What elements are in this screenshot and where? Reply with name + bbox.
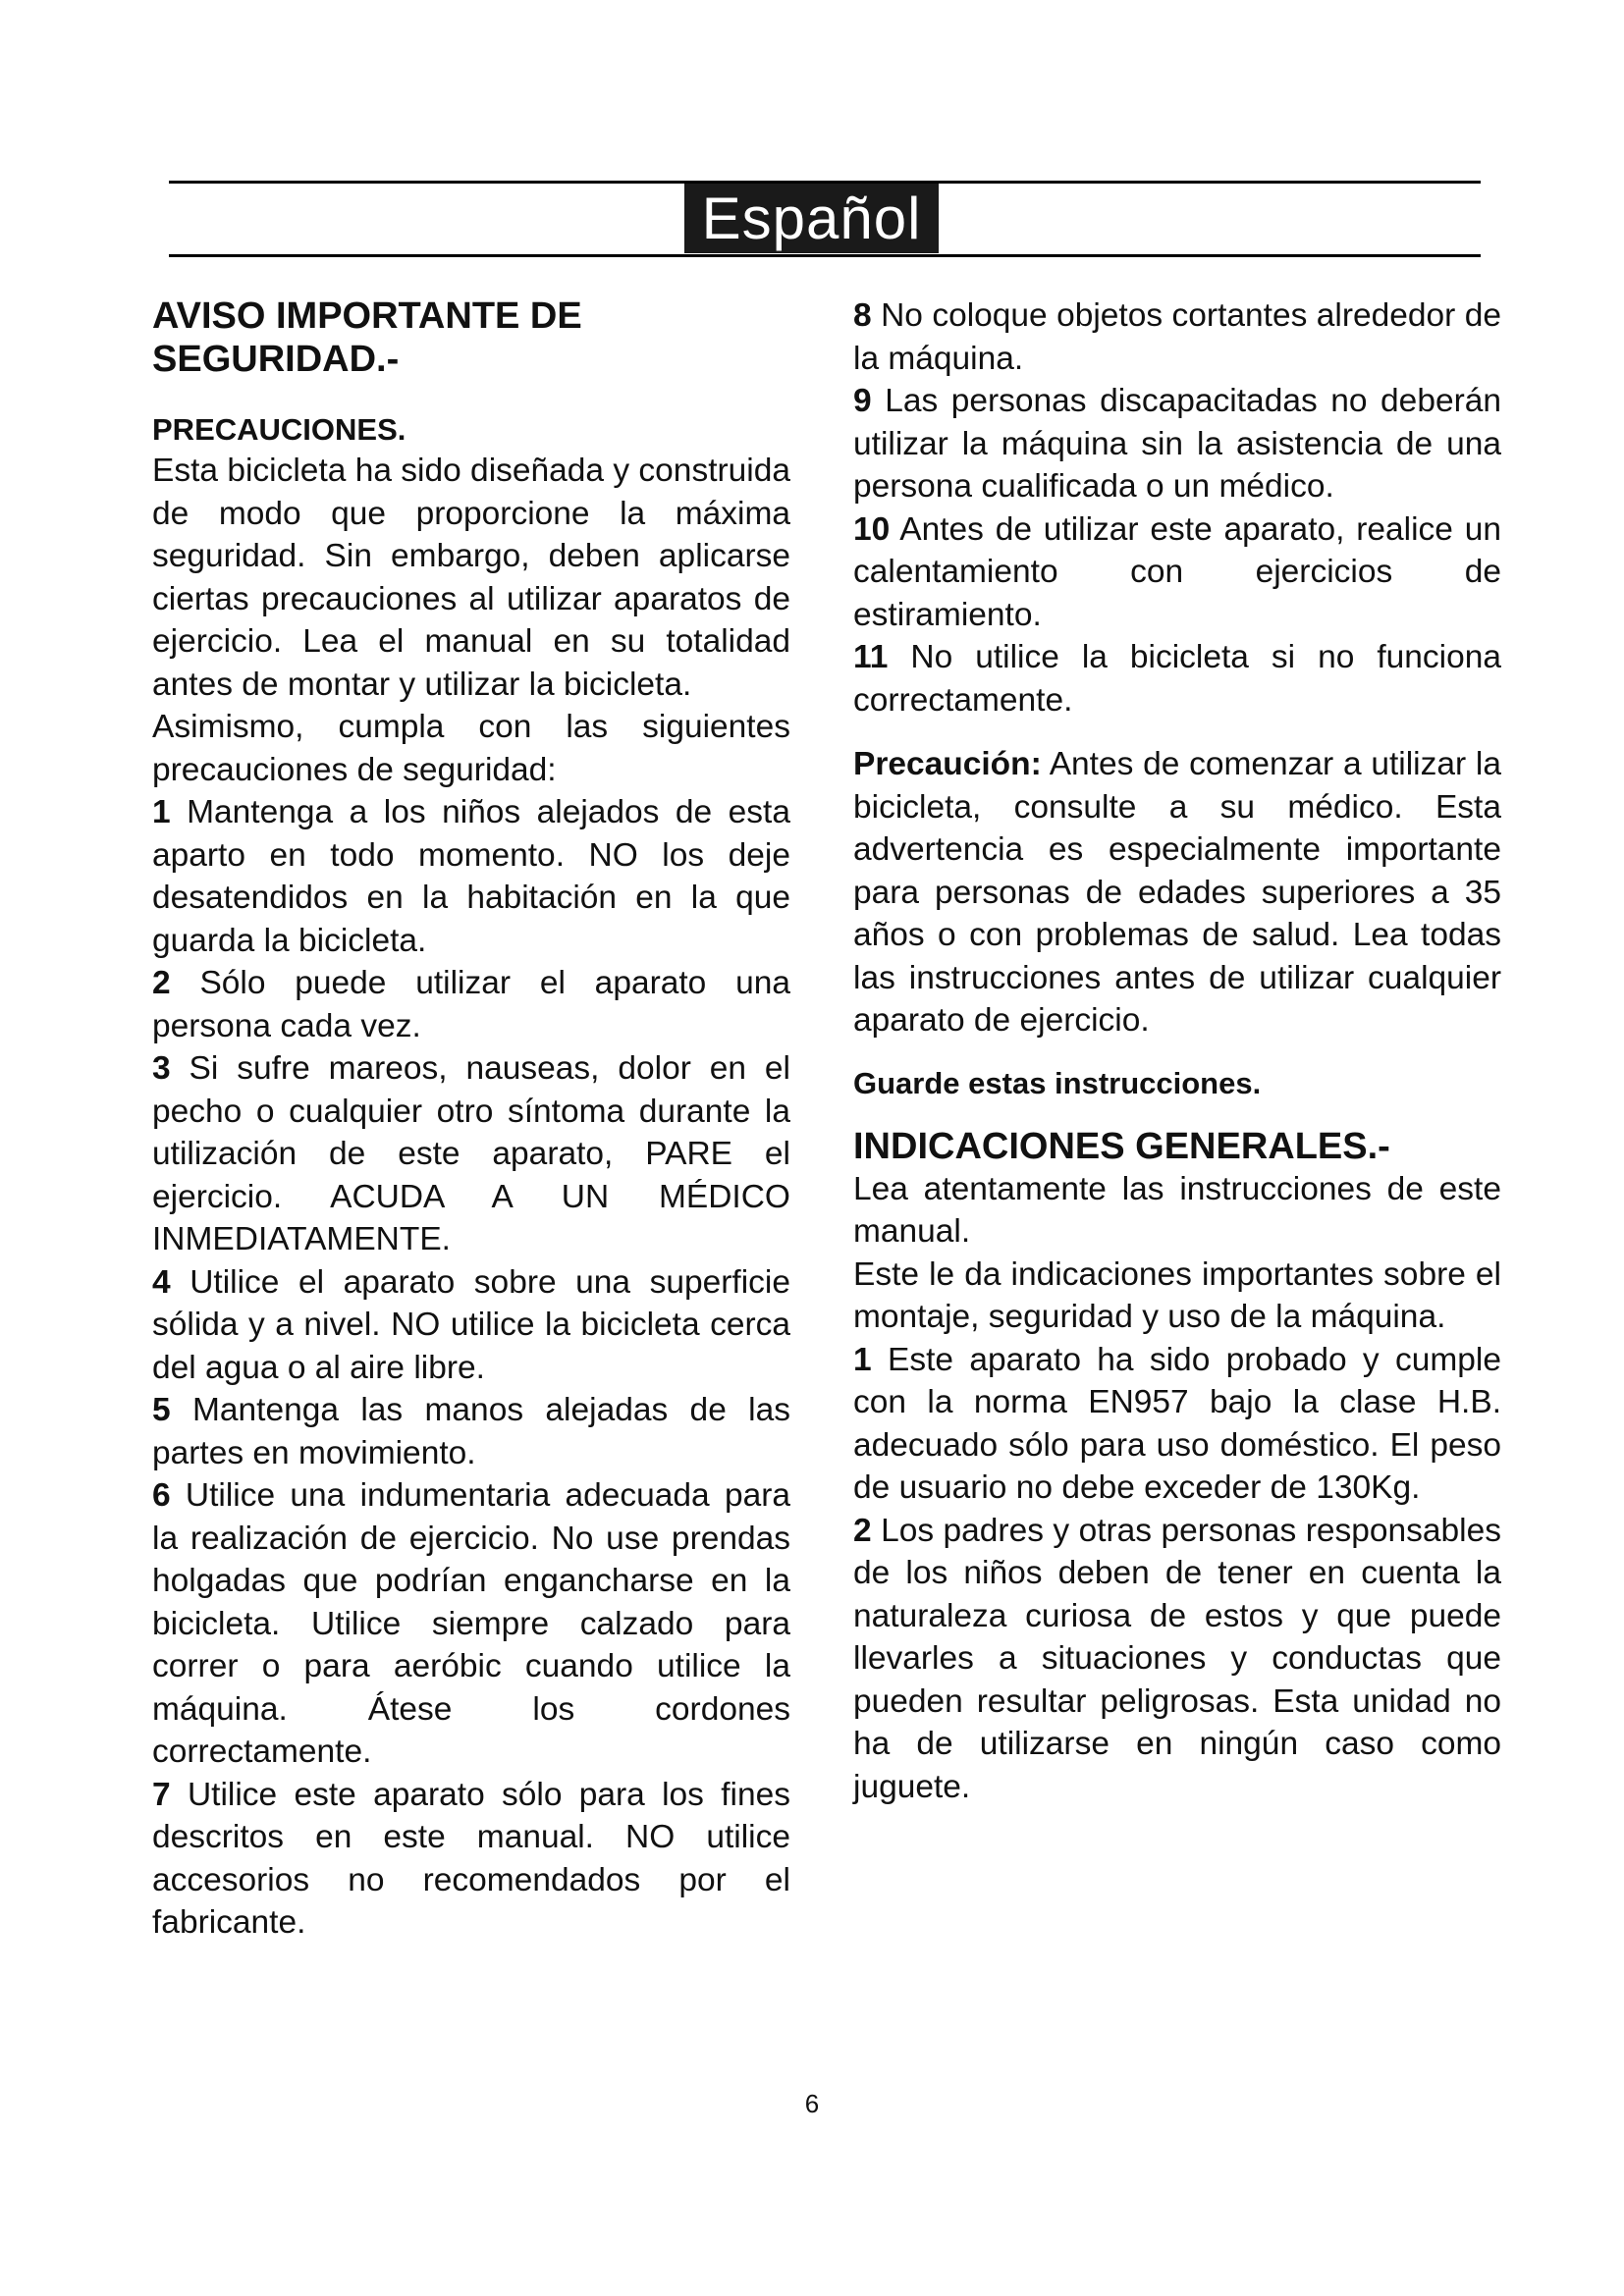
item-text: Utilice el aparato sobre una superficie sólida y a nivel. NO utilice la bicicleta cerca del agua o al aire libre. [152,1263,790,1386]
item-number: 7 [152,1776,171,1813]
language-label: Español [684,184,939,253]
list-item [152,1774,790,1945]
list-item [152,1047,790,1261]
item-number: 2 [152,965,171,1001]
item-text: No utilice la bicicleta si no funciona correctamente. [853,639,1501,719]
header-rule-bottom [169,254,1481,257]
item-number: 4 [152,1263,171,1301]
item-number: 1 [853,1341,872,1378]
list-item [853,636,1501,721]
caution-text: Antes de comenzar a utilizar la bicicleta, consulte a su médico. Esta advertencia es especialmente importante para personas de edades superiores a 35 años o con problemas de salud. Lea todas las instrucciones antes de utilizar cualquier aparato de ejercicio. [853,746,1501,1039]
list-item [853,380,1501,508]
list-item [853,294,1501,380]
item-number: 6 [152,1477,171,1514]
item-number: 11 [853,639,889,675]
general-intro: Lea atentamente las instrucciones de este manual. [853,1170,1501,1250]
list-item [152,962,790,1047]
item-number: 10 [853,510,891,548]
caution-label: Precaución: [853,746,1042,782]
list-item [152,1389,790,1474]
safety-title: AVISO IMPORTANTE DE SEGURIDAD.- [152,295,582,380]
item-text: Utilice una indumentaria adecuada para la realización de ejercicio. No use prendas holgadas que podrían engancharse en la bicicleta. Utilice siempre calzado para correr o para aeróbic cuando utilice la máquina. Átese los cordones correctamente. [152,1477,790,1770]
item-number: 5 [152,1392,171,1428]
general-title: INDICACIONES GENERALES.- [853,1125,1390,1167]
item-text: Los padres y otras personas responsables de los niños deben de tener en cuenta la naturaleza curiosa de estos y que puede llevarles a situaciones y conductas que pueden resultar peligrosas. Esta unidad no ha de utilizarse en ningún caso como juguete. [853,1512,1501,1805]
item-text: Utilice este aparato sólo para los fines descritos en este manual. NO utilice accesorios no recomendados por el fabricante. [152,1776,790,1941]
left-column [152,294,790,1945]
save-instructions-note: Guarde estas instrucciones. [853,1065,1262,1100]
list-item [853,1510,1501,1809]
item-text: Antes de utilizar este aparato, realice un calentamiento con ejercicios de estiramiento. [853,510,1501,633]
right-column [853,294,1501,1808]
item-number: 3 [152,1050,171,1087]
item-text: Este aparato ha sido probado y cumple con la norma EN957 bajo la clase H.B. adecuado sólo para uso doméstico. El peso de usuario no debe exceder de 130Kg. [853,1341,1501,1506]
list-item [853,1339,1501,1510]
item-text: Las personas discapacitadas no deberán utilizar la máquina sin la asistencia de una persona cualificada o un médico. [853,383,1501,505]
item-text: Sólo puede utilizar el aparato una persona cada vez. [152,965,790,1044]
item-number: 2 [853,1512,872,1549]
item-text: Si sufre mareos, nauseas, dolor en el pecho o cualquier otro síntoma durante la utilización de este aparato, PARE el ejercicio. ACUDA A UN MÉDICO INMEDIATAMENTE. [152,1050,790,1257]
list-item [152,791,790,962]
list-item [152,1474,790,1774]
item-text: No coloque objetos cortantes alrededor de la máquina. [853,297,1501,377]
precautions-subtitle: PRECAUCIONES. [152,412,406,447]
intro-paragraph: Esta bicicleta ha sido diseñada y construida de modo que proporcione la máxima seguridad. Sin embargo, deben aplicarse ciertas precauciones al utilizar aparatos de ejercicio. Lea el manual en su totalidad antes de montar y utilizar la bicicleta. [152,453,790,703]
general-intro-2: Este le da indicaciones importantes sobre el montaje, seguridad y uso de la máquina. [853,1255,1501,1335]
list-item [152,1261,790,1390]
list-item [853,508,1501,637]
item-text: Mantenga las manos alejadas de las partes en movimiento. [152,1392,790,1471]
item-number: 1 [152,794,171,830]
item-number: 8 [853,297,872,334]
item-text: Mantenga a los niños alejados de esta aparto en todo momento. NO los deje desatendidos en la habitación en la que guarda la bicicleta. [152,794,790,959]
intro-paragraph-2: Asimismo, cumpla con las siguientes precauciones de seguridad: [152,709,790,788]
item-number: 9 [853,383,872,419]
caution-paragraph [853,743,1501,1042]
page-number: 6 [804,2089,820,2118]
